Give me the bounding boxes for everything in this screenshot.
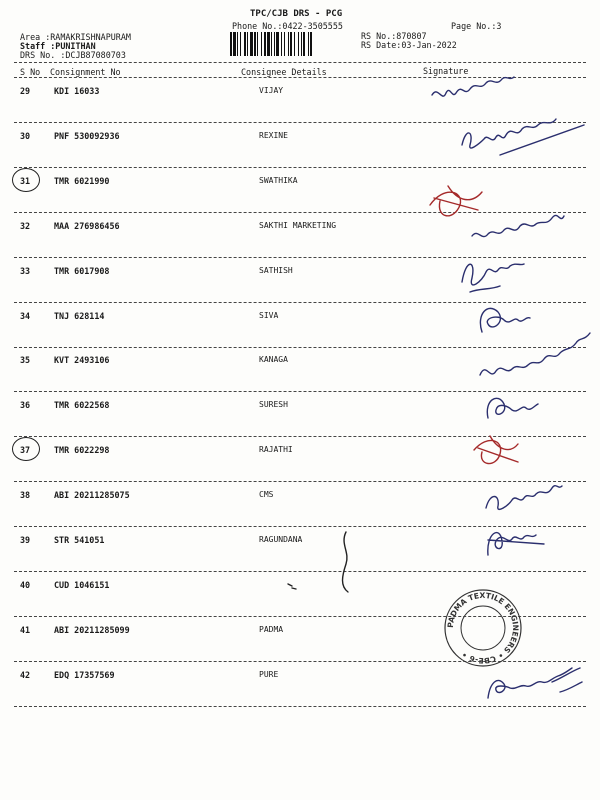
signature-33 xyxy=(462,264,524,292)
row-sno: 33 xyxy=(20,265,31,276)
row-consignment-no: KVT 2493106 xyxy=(54,355,110,366)
stamp-text: PADMA TEXTILE ENGINEERS • CBE-6 • xyxy=(445,590,521,666)
row-consignee-details: VIJAY xyxy=(259,86,284,95)
row-consignee-details: RAJATHI xyxy=(259,445,293,455)
row-sno: 34 xyxy=(20,310,31,321)
row-consignment-no: STR 541051 xyxy=(54,535,105,545)
signature-37-initials xyxy=(474,436,518,464)
signature-42 xyxy=(488,668,582,698)
row-sno: 37 xyxy=(20,445,31,456)
phone-number: Phone No.:0422-3505555 xyxy=(232,21,343,31)
row-sno: 38 xyxy=(20,490,31,501)
rs-number: RS No.:870807 xyxy=(361,31,427,41)
row-consignee-details: SIVA xyxy=(259,310,279,320)
row-consignment-no: ABI 20211285075 xyxy=(54,490,130,501)
row-consignee-details: SWATHIKA xyxy=(259,175,298,185)
row-consignment-no: KDI 16033 xyxy=(54,86,100,96)
row-sno: 40 xyxy=(20,579,31,590)
row-sno: 42 xyxy=(20,669,31,680)
row-consignment-no: TMR 6022298 xyxy=(54,445,110,456)
signature-30 xyxy=(462,119,584,155)
rs-date: RS Date:03-Jan-2022 xyxy=(361,40,457,50)
row-sno: 39 xyxy=(20,535,31,545)
column-header-consignee: Consignee Details xyxy=(241,67,327,77)
column-header-consignment: Consignment No xyxy=(50,67,121,77)
row-consignment-no: TMR 6017908 xyxy=(54,265,110,276)
row-sno: 32 xyxy=(20,220,31,231)
row-consignment-no: TMR 6021990 xyxy=(54,175,110,186)
area-label: Area :RAMAKRISHNAPURAM xyxy=(20,32,131,42)
row-consignment-no: ABI 20211285099 xyxy=(54,624,130,635)
signature-35 xyxy=(480,333,590,375)
row-consignee-details: KANAGA xyxy=(259,355,288,365)
row-consignment-no: PNF 530092936 xyxy=(54,130,120,141)
row-sno: 29 xyxy=(20,86,31,96)
row-consignment-no: TNJ 628114 xyxy=(54,310,105,321)
signature-31-initials xyxy=(430,186,482,216)
row-consignee-details: SAKTHI MARKETING xyxy=(259,220,337,230)
page-number: Page No.:3 xyxy=(451,21,502,31)
row-consignment-no: EDQ 17357569 xyxy=(54,669,115,680)
row-consignee-details: RAGUNDANA xyxy=(259,535,303,544)
column-header-signature: Signature xyxy=(423,66,469,76)
row-consignment-no: MAA 276986456 xyxy=(54,220,120,231)
column-header-sno: S No xyxy=(20,67,41,77)
row-sno: 31 xyxy=(20,175,31,186)
signature-38 xyxy=(486,486,562,510)
row-consignee-details: SURESH xyxy=(259,400,288,410)
row-consignee-details: SATHISH xyxy=(259,265,293,275)
row-sno: 35 xyxy=(20,355,31,366)
row-consignee-details: PURE xyxy=(259,669,279,679)
row-consignee-details: PADMA xyxy=(259,624,284,634)
row-consignee-details: REXINE xyxy=(259,130,288,140)
signature-36 xyxy=(487,398,538,418)
row-sno: 41 xyxy=(20,624,31,635)
drs-number: DRS No. :DCJB87080703 xyxy=(20,50,126,60)
document-title: TPC/CJB DRS - PCG xyxy=(250,9,343,19)
signature-32 xyxy=(472,215,564,236)
row-sno: 36 xyxy=(20,400,31,411)
row-sno: 30 xyxy=(20,130,31,141)
signature-40-mark xyxy=(288,532,348,592)
row-consignment-no: TMR 6022568 xyxy=(54,400,110,411)
staff-label: Staff :PUNITHAN xyxy=(20,41,96,51)
signature-39 xyxy=(488,533,544,555)
signature-34 xyxy=(480,308,530,332)
row-consignee-details: CMS xyxy=(259,490,274,500)
signature-29 xyxy=(432,77,514,96)
row-consignment-no: CUD 1046151 xyxy=(54,579,110,590)
